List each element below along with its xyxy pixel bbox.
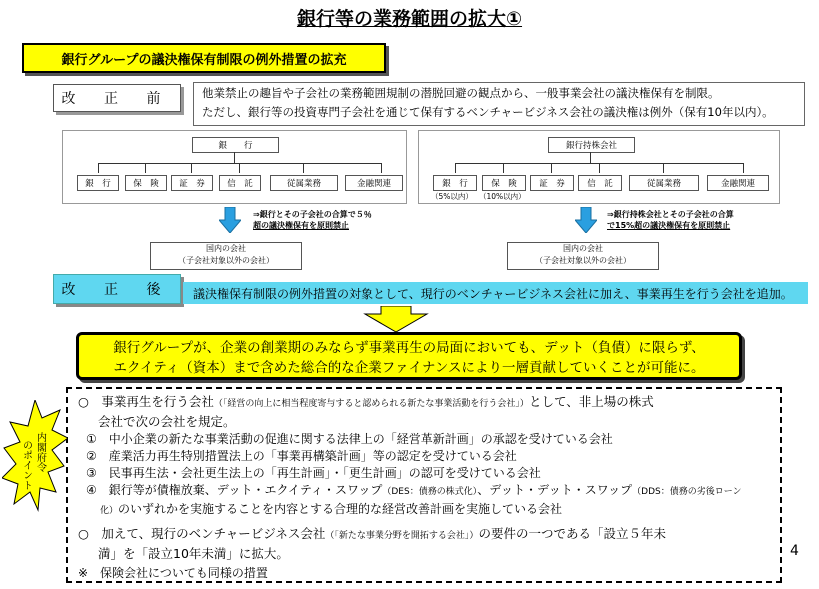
left-note: ⇒銀行とその子会社の合算で５％ 超の議決権保有を原則禁止	[253, 210, 372, 230]
right-org-chart	[418, 130, 780, 204]
left-child-2: 証 券	[171, 175, 213, 191]
point2-line2: 満」を「設立10年未満」に拡大。	[98, 546, 289, 561]
before-desc-line1: 他業禁止の趣旨や子会社の業務範囲規制の潜脱回避の観点から、一般事業会社の議決権保有を制限。	[202, 86, 720, 100]
point1-item3: ③ 民事再生法・会社更生法上の「再生計画」・「更生計画」の認可を受けている会社	[86, 466, 541, 480]
before-desc-line2: ただし、銀行等の投資専門子会社を通じて保有するベンチャービジネス会社の議決権は例外（保有10年以内）。	[202, 105, 774, 119]
right-child-0: 銀 行	[433, 175, 477, 191]
after-description: 議決権保有制限の例外措置の対象として、現行のベンチャービジネス会社に加え、事業再生を行う会社を追加。	[183, 282, 808, 304]
summary-line1: 銀行グループが、企業の創業期のみならず事業再生の局面においても、デット（負債）に限らず、	[113, 340, 705, 356]
right-child-3: 信 託	[578, 175, 622, 191]
right-sub-label-1: （5%以内）	[431, 192, 473, 201]
right-down-arrow-icon	[575, 207, 597, 233]
left-child-5: 金融関連	[345, 175, 403, 191]
point1-line2: 会社で次の会社を規定。	[98, 414, 236, 429]
left-org-top: 銀 行	[192, 137, 279, 153]
right-child-5: 金融関連	[707, 175, 769, 191]
after-tab: 改 正 後	[53, 274, 181, 304]
insurance-note: ※ 保険会社についても同様の措置	[78, 566, 268, 580]
big-down-arrow-icon	[363, 306, 429, 332]
left-child-0: 銀 行	[77, 175, 119, 191]
right-org-top: 銀行持株会社	[548, 137, 635, 153]
left-down-arrow-icon	[219, 207, 241, 233]
point1-item1: ① 中小企業の新たな事業活動の促進に関する法律上の「経営革新計画」の承認を受けている会社	[86, 432, 613, 446]
left-child-4: 従属業務	[270, 175, 338, 191]
before-tab: 改 正 前	[53, 84, 181, 112]
point1-item2: ② 産業活力再生特別措置法上の「事業再構築計画」等の認定を受けている会社	[86, 449, 517, 463]
left-child-3: 信 託	[219, 175, 261, 191]
left-org-chart	[62, 130, 407, 204]
summary-box	[76, 332, 742, 380]
point1-item4-cont: 化）のいずれかを実施することを内容とする合理的な経営改善計画を実施している会社	[100, 502, 563, 516]
starburst-badge	[2, 400, 68, 530]
right-note: ⇒銀行持株会社とその子会社の合算 で15%超の議決権保有を原則禁止	[607, 210, 734, 230]
starburst-text-b: のポイント	[20, 440, 32, 490]
right-child-2: 証 券	[530, 175, 574, 191]
before-description	[193, 82, 805, 126]
right-sub-label-2: （10%以内）	[479, 192, 526, 201]
right-child-1: 保 険	[482, 175, 526, 191]
points-text	[78, 393, 778, 582]
summary-line2: エクイティ（資本）まで含めた総合的な企業ファイナンスにより一層貢献していくことが可能に。	[113, 360, 705, 376]
left-child-1: 保 険	[125, 175, 167, 191]
point2-line1: ○ 加えて、現行のベンチャービジネス会社（「新たな事業分野を開拓する会社」）の要件の一つである「設立５年未	[78, 526, 666, 541]
left-domestic-company: 国内の会社 （子会社対象以外の会社）	[150, 242, 302, 270]
page-number: 4	[790, 543, 799, 559]
section-heading: 銀行グループの議決権保有制限の例外措置の拡充	[22, 43, 386, 73]
starburst-text-a: 内閣府令	[34, 432, 46, 472]
point1-line1: ○ 事業再生を行う会社（「経営の向上に相当程度寄与すると認められる新たな事業活動を行う会社」）として、非上場の株式	[78, 394, 654, 409]
right-domestic-company: 国内の会社 （子会社対象以外の会社）	[507, 242, 659, 270]
page-title: 銀行等の業務範囲の拡大①	[296, 8, 523, 30]
right-child-4: 従属業務	[629, 175, 699, 191]
point1-item4: ④ 銀行等が債権放棄、デット・エクイティ・スワップ（DES：債務の株式化）、デット・デット・スワップ（DDS：債務の劣後ローン	[86, 483, 742, 497]
